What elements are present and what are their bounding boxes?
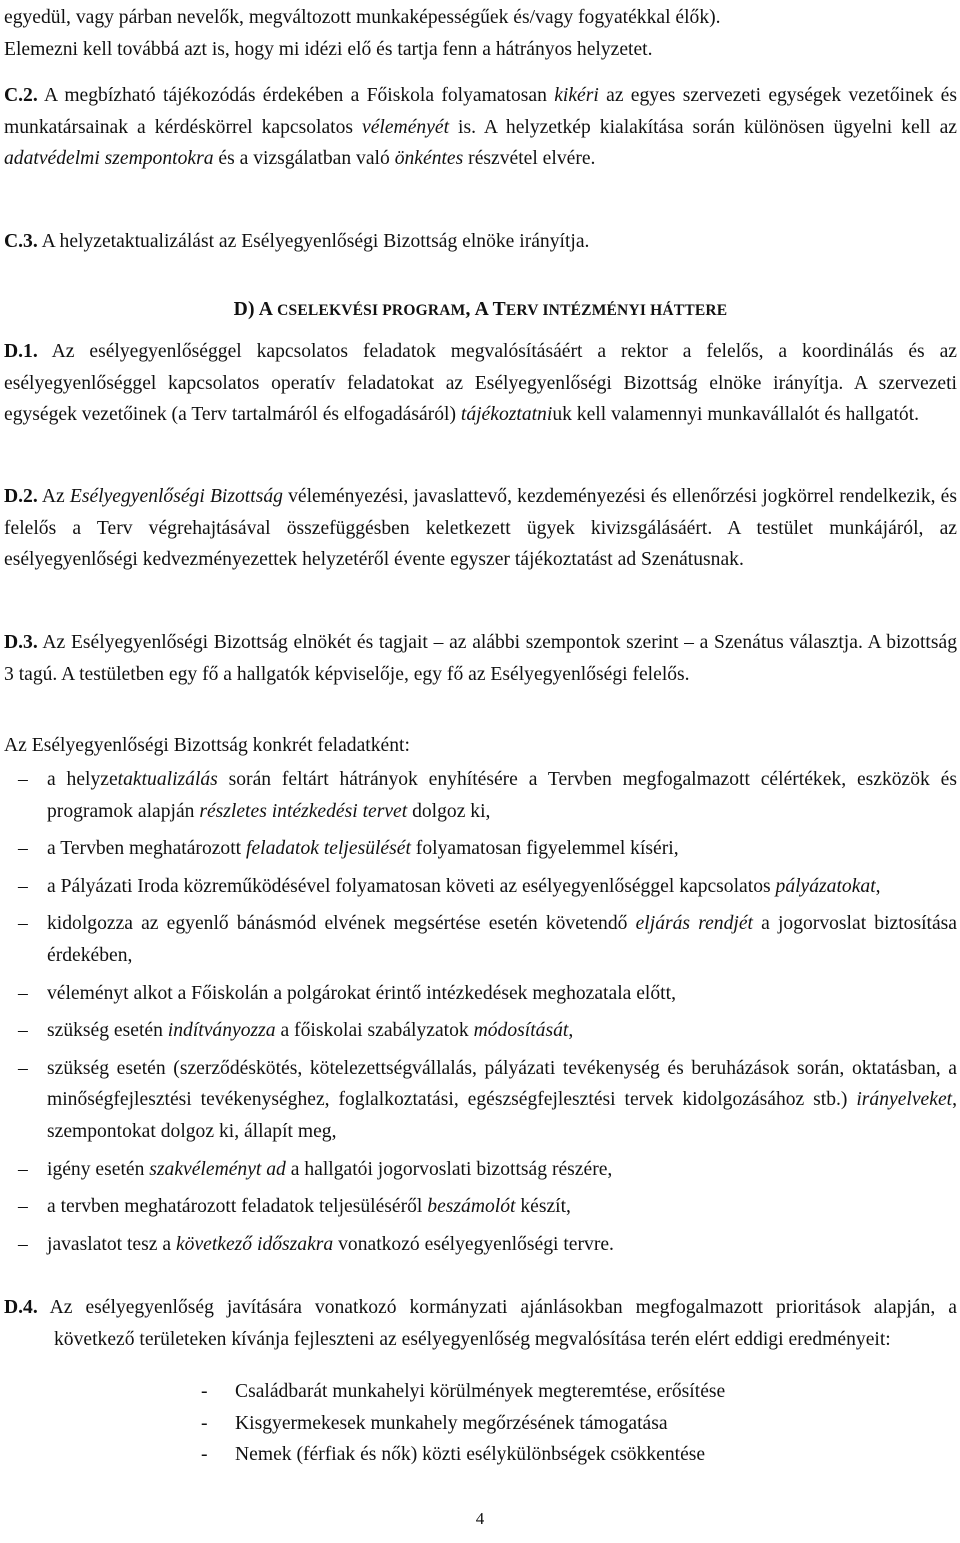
list-item: - Nemek (férfiak és nők) közti esélykülönbségek csökkentése	[4, 1439, 957, 1471]
section-d3: D.3. Az Esélyegyenlőségi Bizottság elnökét és tagjait – az alábbi szempontok szerint – a Szenátus választja. A bizottság 3 tagú. A testületben egy fő a hallgatók képviselője, egy fő az Esélyegyenlőségi felelős.	[4, 632, 957, 685]
intro-line-2: Elemezni kell továbbá azt is, hogy mi idézi elő és tartja fenn a hátrányos helyzetet.	[4, 38, 653, 60]
intro-line-1: egyedül, vagy párban nevelők, megváltozott munkaképességűek és/vagy fogyatékkal élők).	[4, 7, 721, 28]
d3-number: D.3.	[4, 632, 38, 653]
dash-bullet: –	[18, 1196, 28, 1218]
d4-list-container	[4, 1376, 957, 1471]
dash-bullet: –	[18, 1020, 28, 1042]
list-item: – kidolgozza az egyenlő bánásmód elvének megsértése esetén követendő eljárás rendjét a jogorvoslat biztosítása érdekében,	[4, 908, 957, 971]
tasks-intro: Az Esélyegyenlőségi Bizottság konkrét feladatként:	[4, 735, 410, 756]
list-item: – a tervben meghatározott feladatok teljesüléséről beszámolót készít,	[4, 1191, 957, 1223]
list-item: - Kisgyermekesek munkahely megőrzésének támogatása	[4, 1408, 957, 1440]
hyphen-bullet: -	[201, 1444, 208, 1466]
tasks-list-container	[4, 764, 957, 1260]
d4-list	[4, 1376, 957, 1471]
dash-bullet: –	[18, 1057, 28, 1079]
list-item: – véleményt alkot a Főiskolán a polgárokat érintő intézkedések meghozatala előtt,	[4, 978, 957, 1010]
section-d4: D.4. Az esélyegyenlőség javítására vonatkozó kormányzati ajánlásokban megfogalmazott prioritások alapján, a következő területeken kívánja fejleszteni az esélyegyenlőség megvalósítása terén elért eddigi eredményeit:	[4, 1297, 957, 1350]
dash-bullet: –	[18, 769, 28, 790]
list-item: – a Tervben meghatározott feladatok teljesülését folyamatosan figyelemmel kíséri,	[4, 833, 957, 865]
dash-bullet: –	[18, 982, 28, 1004]
hyphen-bullet: -	[201, 1412, 208, 1434]
dash-bullet: –	[18, 875, 28, 897]
intro-paragraph	[4, 2, 957, 65]
c2-number: C.2.	[4, 85, 38, 106]
dash-bullet: –	[18, 838, 28, 860]
list-item: – a helyzetaktualizálás során feltárt hátrányok enyhítésére a Tervben megfogalmazott célértékek, eszközök és programok alapján részletes intézkedési tervet dolgoz ki,	[4, 764, 957, 827]
list-item: - Családbarát munkahelyi körülmények megteremtése, erősítése	[4, 1376, 957, 1408]
dash-bullet: –	[18, 913, 28, 935]
hyphen-bullet: -	[201, 1381, 208, 1402]
section-c2: C.2. A megbízható tájékozódás érdekében a Főiskola folyamatosan kikéri az egyes szervezeti egységek vezetőinek és munkatársainak a kérdéskörrel kapcsolatos véleményét is. A helyzetkép kialakítása során különösen ügyelni kell az adatvédelmi szempontokra és a vizsgálatban való önkéntes részvétel elvére.	[4, 85, 957, 170]
dash-bullet: –	[18, 1233, 28, 1255]
d2-number: D.2.	[4, 486, 38, 507]
tasks-list	[4, 764, 957, 1260]
section-heading-d: D) A CSELEKVÉSI PROGRAM, A TERV INTÉZMÉNYI HÁTTERE	[233, 299, 728, 320]
page-number: 4	[475, 1509, 485, 1528]
section-d2: D.2. Az Esélyegyenlőségi Bizottság véleményezési, javaslattevő, kezdeményezési és ellenőrzési jogkörrel rendelkezik, és felelős a Terv végrehajtásával összefüggésben keletkezett ügyek kivizsgálásáért. A testület munkájáról, az esélyegyenlőségi kedvezményezettek helyzetéről évente egyszer tájékoztatást ad Szenátusnak.	[4, 486, 958, 571]
d4-number: D.4.	[4, 1297, 38, 1318]
c3-number: C.3.	[4, 231, 38, 252]
list-item: – a Pályázati Iroda közreműködésével folyamatosan követi az esélyegyenlőséggel kapcsolatos pályázatokat,	[4, 871, 957, 903]
dash-bullet: –	[18, 1158, 28, 1180]
section-c3: C.3. A helyzetaktualizálást az Esélyegyenlőségi Bizottság elnöke irányítja.	[4, 231, 590, 252]
list-item: – szükség esetén (szerződéskötés, kötelezettségvállalás, pályázati tevékenység és beruházások során, oktatásban, a minőségfejlesztési tevékenységhez, foglalkoztatási, egészségfejlesztési tervek kidolgozásához stb.) irányelveket, szempontokat dolgoz ki, állapít meg,	[4, 1053, 957, 1148]
list-item: – javaslatot tesz a következő időszakra vonatkozó esélyegyenlőségi tervre.	[4, 1229, 957, 1261]
section-d1: D.1. Az esélyegyenlőséggel kapcsolatos feladatok megvalósításáért a rektor a felelős, a koordinálás és az esélyegyenlőséggel kapcsolatos operatív feladatokat az Esélyegyenlőségi Bizottság elnöke irányítja. A szervezeti egységek vezetőinek (a Terv tartalmáról és elfogadásáról) tájékoztatniuk kell valamennyi munkavállalót és hallgatót.	[4, 341, 957, 426]
list-item: – igény esetén szakvéleményt ad a hallgatói jogorvoslati bizottság részére,	[4, 1154, 957, 1186]
list-item: – szükség esetén indítványozza a főiskolai szabályzatok módosítását,	[4, 1015, 957, 1047]
d1-number: D.1.	[4, 341, 38, 362]
